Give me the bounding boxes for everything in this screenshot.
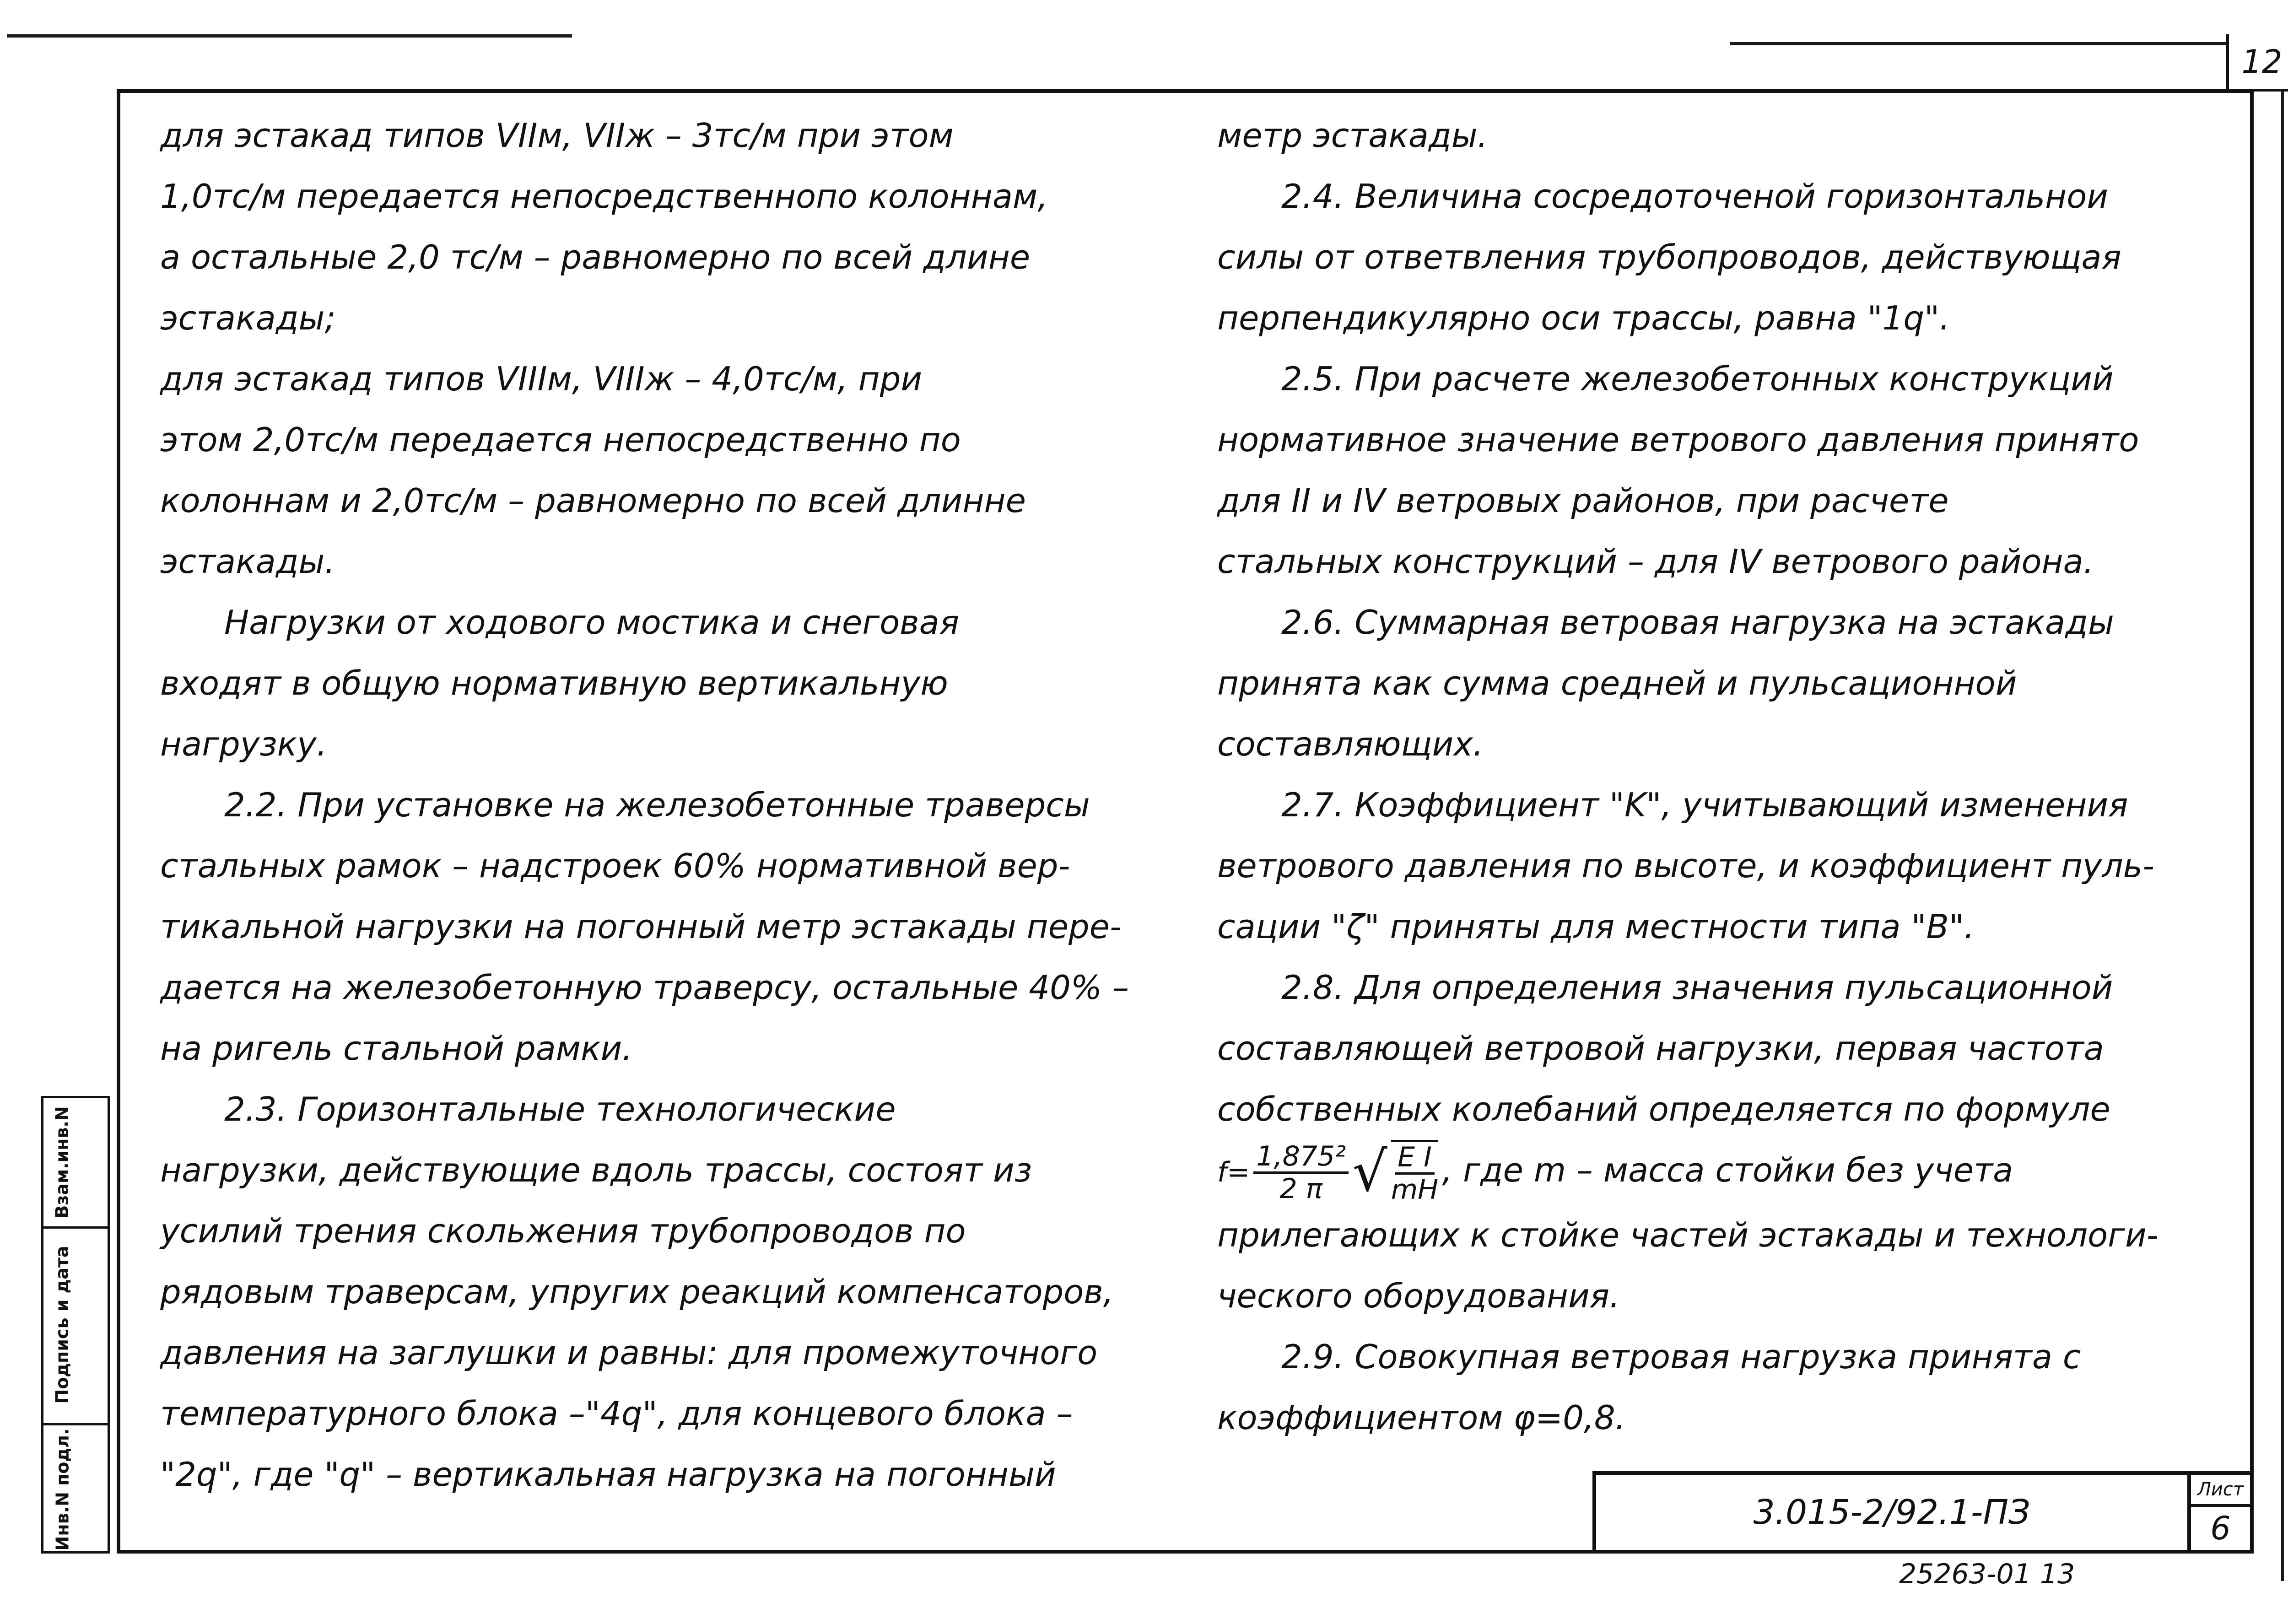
sidebar-label-signature-date: Подпись и дата (52, 1246, 72, 1404)
formula-numerator: 1,875² (1253, 1141, 1349, 1174)
text-line: эстакады. (160, 542, 335, 581)
formula-radicand (1391, 1140, 1439, 1205)
sheet-number: 6 (2210, 1510, 2231, 1547)
text-line: составляющей ветровой нагрузки, первая частота (1217, 1029, 2104, 1068)
text-line: а остальные 2,0 тс/м – равномерно по всей длине (160, 238, 1031, 276)
zeta-symbol: ζ (1346, 907, 1365, 946)
sidebar-label-inv-original: Инв.N подл. (52, 1428, 73, 1551)
text-line: 2.9. Совокупная ветровая нагрузка принята с (1281, 1338, 2081, 1376)
radicand-numerator: E I (1395, 1142, 1435, 1175)
text-line: входят в общую нормативную вертикальную (160, 664, 948, 702)
text-line: усилий трения скольжения трубопроводов по (160, 1212, 966, 1250)
text-line: 2.3. Горизонтальные технологические (224, 1090, 896, 1128)
right-edge-rule (2281, 89, 2284, 1581)
text-line: 2.2. При установке на железобетонные траверсы (224, 786, 1090, 824)
text-line: эстакады; (160, 299, 336, 337)
formula-lhs: f= (1217, 1156, 1250, 1189)
text-line: температурного блока –"4q", для концевого блока – (160, 1394, 1073, 1433)
text-line: на ригель стальной рамки. (160, 1029, 633, 1068)
signature-sidebar (41, 1096, 110, 1554)
formula-line (1217, 1140, 2158, 1205)
frequency-formula (1217, 1140, 1442, 1205)
text-line: рядовым траверсам, упругих реакций компенсаторов, (160, 1273, 1114, 1311)
text-line: 2.7. Коэффициент "K", учитывающий изменения (1281, 786, 2128, 824)
text-line: силы от ответвления трубопроводов, действующая (1217, 238, 2121, 276)
text-line: Нагрузки от ходового мостика и снеговая (224, 603, 960, 642)
text-line (1217, 896, 2158, 957)
left-text-column (160, 105, 1129, 1505)
title-block (1592, 1471, 2254, 1554)
text-fragment: " приняты для местности типа "B". (1364, 907, 1975, 946)
sheet-number-top: 12 (2226, 34, 2288, 92)
text-line: нагрузку. (160, 725, 327, 763)
text-line: 2.6. Суммарная ветровая нагрузка на эстакады (1281, 603, 2114, 642)
radical-sign: √ (1352, 1140, 1387, 1204)
text-line: нормативное значение ветрового давления принято (1217, 421, 2139, 459)
text-line: давления на заглушки и равны: для промежуточного (160, 1333, 1098, 1372)
sheet-label: Лист (2191, 1475, 2250, 1507)
text-line: ческого оборудования. (1217, 1277, 1620, 1316)
text-line: коэффициентом φ=0,8. (1217, 1398, 1626, 1437)
formula-fraction (1253, 1141, 1349, 1204)
text-line: для II и IV ветровых районов, при расчете (1217, 481, 1949, 520)
text-line: прилегающих к стойке частей эстакады и технологи- (1217, 1216, 2158, 1255)
text-line: нагрузки, действующие вдоль трассы, состоят из (160, 1151, 1032, 1189)
archive-code: 25263-01 13 (1899, 1558, 2075, 1590)
text-line: 2.5. При расчете железобетонных конструкций (1281, 360, 2114, 398)
radicand-denominator: mH (1391, 1174, 1439, 1206)
text-line: для эстакад типов VIIм, VIIж – 3тс/м при этом (160, 116, 954, 155)
text-line: дается на железобетонную траверсу, остальные 40% – (160, 968, 1129, 1007)
text-line: 1,0тс/м передается непосредственнопо колоннам, (160, 177, 1048, 216)
right-text-column (1217, 105, 2158, 1448)
text-line: стальных конструкций – для IV ветрового района. (1217, 542, 2094, 581)
sidebar-label-replace-inv: Взам.инв.N (52, 1106, 73, 1219)
text-line: стальных рамок – надстроек 60% нормативной вер- (160, 847, 1070, 885)
formula-sqrt (1352, 1140, 1442, 1205)
text-line: перпендикулярно оси трассы, равна "1q". (1217, 299, 1950, 337)
text-line: "2q", где "q" – вертикальная нагрузка на погонный (160, 1455, 1056, 1494)
text-line: ветрового давления по высоте, и коэффициент пуль- (1217, 847, 2155, 885)
text-line: составляющих. (1217, 725, 1484, 763)
text-line: собственных колебаний определяется по формуле (1217, 1090, 2110, 1128)
text-fragment: сации " (1217, 907, 1347, 946)
document-code: 3.015-2/92.1-ПЗ (1596, 1475, 2191, 1550)
top-rule-left (7, 34, 572, 38)
text-line: 2.8. Для определения значения пульсационной (1281, 968, 2113, 1007)
text-line: тикальной нагрузки на погонный метр эстакады пере- (160, 907, 1122, 946)
text-line: для эстакад типов VIIIм, VIIIж – 4,0тс/м, при (160, 360, 923, 398)
formula-denominator: 2 π (1279, 1172, 1322, 1205)
text-line: принята как сумма средней и пульсационной (1217, 664, 2017, 702)
text-line: этом 2,0тс/м передается непосредственно по (160, 421, 961, 459)
text-fragment: , где m – масса стойки без учета (1442, 1151, 2013, 1189)
text-line: 2.4. Величина сосредоточеной горизонтальнои (1281, 177, 2109, 216)
top-rule-right (1730, 42, 2229, 45)
text-line: колоннам и 2,0тс/м – равномерно по всей длинне (160, 481, 1026, 520)
text-line: метр эстакады. (1217, 116, 1488, 155)
